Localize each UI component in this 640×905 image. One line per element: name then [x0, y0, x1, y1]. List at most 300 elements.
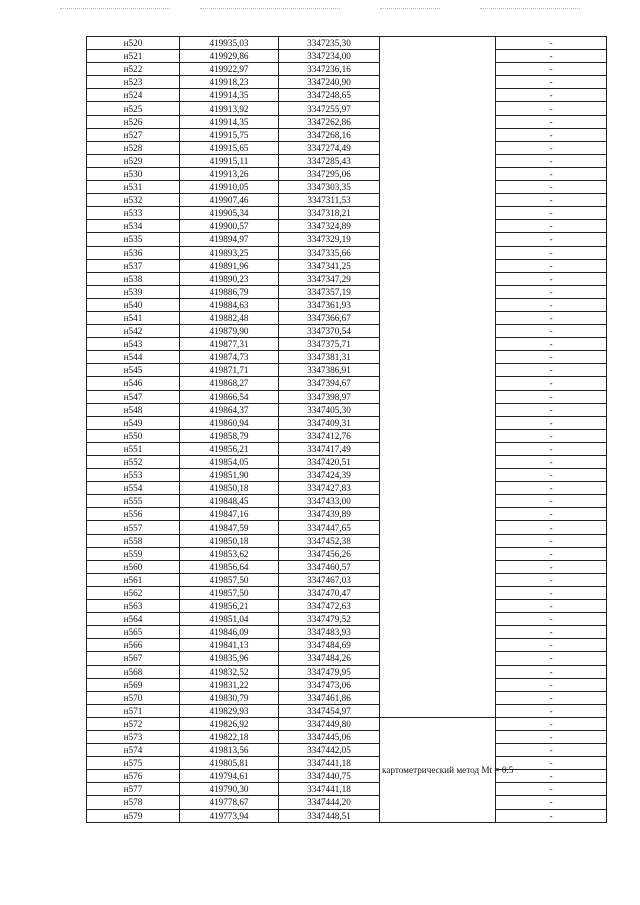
point-id-cell: н574: [87, 744, 180, 757]
point-id-cell: н542: [87, 325, 180, 338]
note-cell: -: [496, 377, 607, 390]
table-row: [87, 730, 607, 743]
y-coordinate-cell: 3347479,95: [279, 665, 380, 678]
x-coordinate-cell: 419857,50: [180, 573, 279, 586]
table-row: [87, 102, 607, 115]
table-row: [87, 259, 607, 272]
y-coordinate-cell: 3347479,52: [279, 613, 380, 626]
table-row: [87, 272, 607, 285]
point-id-cell: н535: [87, 233, 180, 246]
table-row: [87, 456, 607, 469]
table-row: [87, 154, 607, 167]
note-cell: -: [496, 76, 607, 89]
note-cell: -: [496, 246, 607, 259]
y-coordinate-cell: 3347484,69: [279, 639, 380, 652]
note-cell: -: [496, 626, 607, 639]
point-id-cell: н575: [87, 757, 180, 770]
x-coordinate-cell: 419922,97: [180, 63, 279, 76]
note-cell: -: [496, 508, 607, 521]
point-id-cell: н556: [87, 508, 180, 521]
y-coordinate-cell: 3347456,26: [279, 547, 380, 560]
x-coordinate-cell: 419847,16: [180, 508, 279, 521]
y-coordinate-cell: 3347417,49: [279, 442, 380, 455]
x-coordinate-cell: 419914,35: [180, 115, 279, 128]
x-coordinate-cell: 419857,50: [180, 586, 279, 599]
point-id-cell: н533: [87, 207, 180, 220]
note-cell: -: [496, 730, 607, 743]
y-coordinate-cell: 3347420,51: [279, 456, 380, 469]
x-coordinate-cell: 419826,92: [180, 717, 279, 730]
y-coordinate-cell: 3347461,86: [279, 691, 380, 704]
note-cell: -: [496, 442, 607, 455]
x-coordinate-cell: 419884,63: [180, 298, 279, 311]
table-row: [87, 390, 607, 403]
x-coordinate-cell: 419918,23: [180, 76, 279, 89]
table-row: [87, 298, 607, 311]
x-coordinate-cell: 419929,86: [180, 50, 279, 63]
method-cell: [380, 37, 496, 718]
table-row: [87, 534, 607, 547]
y-coordinate-cell: 3347424,39: [279, 469, 380, 482]
table-row: [87, 220, 607, 233]
y-coordinate-cell: 3347329,19: [279, 233, 380, 246]
note-cell: -: [496, 796, 607, 809]
y-coordinate-cell: 3347467,03: [279, 573, 380, 586]
table-row: [87, 194, 607, 207]
note-cell: -: [496, 338, 607, 351]
table-row: [87, 416, 607, 429]
x-coordinate-cell: 419853,62: [180, 547, 279, 560]
point-id-cell: н537: [87, 259, 180, 272]
note-cell: -: [496, 704, 607, 717]
x-coordinate-cell: 419851,04: [180, 613, 279, 626]
point-id-cell: н531: [87, 181, 180, 194]
y-coordinate-cell: 3347412,76: [279, 429, 380, 442]
table-row: [87, 809, 607, 822]
y-coordinate-cell: 3347318,21: [279, 207, 380, 220]
x-coordinate-cell: 419822,18: [180, 730, 279, 743]
point-id-cell: н544: [87, 351, 180, 364]
coordinates-table-body: [87, 37, 607, 823]
point-id-cell: н541: [87, 311, 180, 324]
x-coordinate-cell: 419900,57: [180, 220, 279, 233]
x-coordinate-cell: 419858,79: [180, 429, 279, 442]
x-coordinate-cell: 419894,97: [180, 233, 279, 246]
x-coordinate-cell: 419847,59: [180, 521, 279, 534]
x-coordinate-cell: 419813,56: [180, 744, 279, 757]
note-cell: -: [496, 194, 607, 207]
point-id-cell: н557: [87, 521, 180, 534]
x-coordinate-cell: 419794,61: [180, 770, 279, 783]
point-id-cell: н546: [87, 377, 180, 390]
note-cell: -: [496, 141, 607, 154]
table-row: [87, 573, 607, 586]
note-cell: -: [496, 89, 607, 102]
table-row: [87, 128, 607, 141]
y-coordinate-cell: 3347427,83: [279, 482, 380, 495]
note-cell: -: [496, 456, 607, 469]
y-coordinate-cell: 3347268,16: [279, 128, 380, 141]
note-cell: -: [496, 115, 607, 128]
point-id-cell: н534: [87, 220, 180, 233]
table-row: [87, 167, 607, 180]
y-coordinate-cell: 3347470,47: [279, 586, 380, 599]
y-coordinate-cell: 3347335,66: [279, 246, 380, 259]
point-id-cell: н565: [87, 626, 180, 639]
table-row: [87, 377, 607, 390]
note-cell: -: [496, 665, 607, 678]
y-coordinate-cell: 3347449,80: [279, 717, 380, 730]
table-row: [87, 744, 607, 757]
x-coordinate-cell: 419877,31: [180, 338, 279, 351]
note-cell: -: [496, 272, 607, 285]
table-row: [87, 482, 607, 495]
y-coordinate-cell: 3347295,06: [279, 167, 380, 180]
x-coordinate-cell: 419856,21: [180, 442, 279, 455]
y-coordinate-cell: 3347235,30: [279, 37, 380, 50]
x-coordinate-cell: 419879,90: [180, 325, 279, 338]
y-coordinate-cell: 3347386,91: [279, 364, 380, 377]
table-row: [87, 508, 607, 521]
point-id-cell: н562: [87, 586, 180, 599]
y-coordinate-cell: 3347433,00: [279, 495, 380, 508]
x-coordinate-cell: 419846,09: [180, 626, 279, 639]
point-id-cell: н550: [87, 429, 180, 442]
x-coordinate-cell: 419856,64: [180, 560, 279, 573]
y-coordinate-cell: 3347347,29: [279, 272, 380, 285]
note-cell: -: [496, 181, 607, 194]
point-id-cell: н547: [87, 390, 180, 403]
y-coordinate-cell: 3347483,93: [279, 626, 380, 639]
note-cell: -: [496, 259, 607, 272]
point-id-cell: н561: [87, 573, 180, 586]
table-row: [87, 442, 607, 455]
y-coordinate-cell: 3347460,57: [279, 560, 380, 573]
y-coordinate-cell: 3347441,18: [279, 757, 380, 770]
note-cell: -: [496, 639, 607, 652]
y-coordinate-cell: 3347442,05: [279, 744, 380, 757]
table-row: [87, 495, 607, 508]
point-id-cell: н579: [87, 809, 180, 822]
point-id-cell: н522: [87, 63, 180, 76]
table-row: [87, 757, 607, 770]
table-row: [87, 246, 607, 259]
table-row: [87, 717, 607, 730]
point-id-cell: н523: [87, 76, 180, 89]
table-row: [87, 285, 607, 298]
table-row: [87, 469, 607, 482]
note-cell: -: [496, 678, 607, 691]
point-id-cell: н551: [87, 442, 180, 455]
x-coordinate-cell: 419868,27: [180, 377, 279, 390]
point-id-cell: н567: [87, 652, 180, 665]
note-cell: -: [496, 207, 607, 220]
y-coordinate-cell: 3347484,26: [279, 652, 380, 665]
point-id-cell: н526: [87, 115, 180, 128]
x-coordinate-cell: 419915,11: [180, 154, 279, 167]
x-coordinate-cell: 419907,46: [180, 194, 279, 207]
note-cell: -: [496, 416, 607, 429]
x-coordinate-cell: 419914,35: [180, 89, 279, 102]
note-cell: -: [496, 220, 607, 233]
y-coordinate-cell: 3347285,43: [279, 154, 380, 167]
y-coordinate-cell: 3347447,65: [279, 521, 380, 534]
x-coordinate-cell: 419854,05: [180, 456, 279, 469]
note-cell: -: [496, 233, 607, 246]
note-cell: -: [496, 770, 607, 783]
point-id-cell: н536: [87, 246, 180, 259]
note-cell: -: [496, 102, 607, 115]
point-id-cell: н528: [87, 141, 180, 154]
table-row: [87, 639, 607, 652]
x-coordinate-cell: 419890,23: [180, 272, 279, 285]
x-coordinate-cell: 419915,75: [180, 128, 279, 141]
point-id-cell: н545: [87, 364, 180, 377]
y-coordinate-cell: 3347274,49: [279, 141, 380, 154]
note-cell: -: [496, 757, 607, 770]
y-coordinate-cell: 3347248,65: [279, 89, 380, 102]
note-cell: -: [496, 744, 607, 757]
note-cell: -: [496, 586, 607, 599]
point-id-cell: н568: [87, 665, 180, 678]
table-row: [87, 521, 607, 534]
note-cell: -: [496, 534, 607, 547]
y-coordinate-cell: 3347234,00: [279, 50, 380, 63]
note-cell: -: [496, 63, 607, 76]
note-cell: -: [496, 403, 607, 416]
table-row: [87, 796, 607, 809]
point-id-cell: н539: [87, 285, 180, 298]
note-cell: -: [496, 285, 607, 298]
x-coordinate-cell: 419851,90: [180, 469, 279, 482]
table-row: [87, 325, 607, 338]
y-coordinate-cell: 3347311,53: [279, 194, 380, 207]
point-id-cell: н530: [87, 167, 180, 180]
table-row: [87, 207, 607, 220]
note-cell: -: [496, 128, 607, 141]
y-coordinate-cell: 3347448,51: [279, 809, 380, 822]
point-id-cell: н529: [87, 154, 180, 167]
y-coordinate-cell: 3347357,19: [279, 285, 380, 298]
y-coordinate-cell: 3347341,25: [279, 259, 380, 272]
table-row: [87, 63, 607, 76]
table-row: [87, 626, 607, 639]
note-cell: -: [496, 573, 607, 586]
y-coordinate-cell: 3347255,97: [279, 102, 380, 115]
x-coordinate-cell: 419935,03: [180, 37, 279, 50]
note-cell: -: [496, 809, 607, 822]
y-coordinate-cell: 3347441,18: [279, 783, 380, 796]
table-row: [87, 233, 607, 246]
note-cell: -: [496, 298, 607, 311]
x-coordinate-cell: 419913,26: [180, 167, 279, 180]
method-cell: картометрический метод Mt = 0.5: [380, 717, 496, 822]
table-row: [87, 547, 607, 560]
point-id-cell: н578: [87, 796, 180, 809]
point-id-cell: н554: [87, 482, 180, 495]
point-id-cell: н564: [87, 613, 180, 626]
y-coordinate-cell: 3347366,67: [279, 311, 380, 324]
point-id-cell: н521: [87, 50, 180, 63]
point-id-cell: н560: [87, 560, 180, 573]
y-coordinate-cell: 3347452,38: [279, 534, 380, 547]
table-row: [87, 613, 607, 626]
coordinates-table: [86, 36, 607, 823]
table-row: [87, 338, 607, 351]
x-coordinate-cell: 419790,30: [180, 783, 279, 796]
y-coordinate-cell: 3347394,67: [279, 377, 380, 390]
table-row: [87, 429, 607, 442]
y-coordinate-cell: 3347375,71: [279, 338, 380, 351]
point-id-cell: н527: [87, 128, 180, 141]
note-cell: -: [496, 429, 607, 442]
note-cell: -: [496, 37, 607, 50]
table-row: [87, 181, 607, 194]
y-coordinate-cell: 3347439,89: [279, 508, 380, 521]
note-cell: -: [496, 783, 607, 796]
y-coordinate-cell: 3347472,63: [279, 600, 380, 613]
note-cell: -: [496, 560, 607, 573]
table-row: [87, 50, 607, 63]
point-id-cell: н548: [87, 403, 180, 416]
note-cell: -: [496, 691, 607, 704]
table-row: [87, 600, 607, 613]
note-cell: -: [496, 364, 607, 377]
table-row: [87, 678, 607, 691]
note-cell: -: [496, 390, 607, 403]
note-cell: -: [496, 311, 607, 324]
x-coordinate-cell: 419848,45: [180, 495, 279, 508]
x-coordinate-cell: 419805,81: [180, 757, 279, 770]
table-row: [87, 403, 607, 416]
x-coordinate-cell: 419856,21: [180, 600, 279, 613]
note-cell: -: [496, 469, 607, 482]
coordinates-sheet: [86, 36, 607, 823]
x-coordinate-cell: 419830,79: [180, 691, 279, 704]
point-id-cell: н525: [87, 102, 180, 115]
y-coordinate-cell: 3347398,97: [279, 390, 380, 403]
x-coordinate-cell: 419835,96: [180, 652, 279, 665]
x-coordinate-cell: 419778,67: [180, 796, 279, 809]
table-row: [87, 691, 607, 704]
note-cell: -: [496, 495, 607, 508]
y-coordinate-cell: 3347454,97: [279, 704, 380, 717]
note-cell: -: [496, 154, 607, 167]
point-id-cell: н569: [87, 678, 180, 691]
point-id-cell: н538: [87, 272, 180, 285]
y-coordinate-cell: 3347445,06: [279, 730, 380, 743]
note-cell: -: [496, 351, 607, 364]
point-id-cell: н570: [87, 691, 180, 704]
note-cell: -: [496, 325, 607, 338]
x-coordinate-cell: 419831,22: [180, 678, 279, 691]
x-coordinate-cell: 419891,96: [180, 259, 279, 272]
table-row: [87, 770, 607, 783]
x-coordinate-cell: 419829,93: [180, 704, 279, 717]
point-id-cell: н577: [87, 783, 180, 796]
note-cell: -: [496, 547, 607, 560]
x-coordinate-cell: 419915,65: [180, 141, 279, 154]
x-coordinate-cell: 419864,37: [180, 403, 279, 416]
y-coordinate-cell: 3347440,75: [279, 770, 380, 783]
point-id-cell: н540: [87, 298, 180, 311]
y-coordinate-cell: 3347370,54: [279, 325, 380, 338]
point-id-cell: н559: [87, 547, 180, 560]
x-coordinate-cell: 419886,79: [180, 285, 279, 298]
table-row: [87, 89, 607, 102]
y-coordinate-cell: 3347324,89: [279, 220, 380, 233]
y-coordinate-cell: 3347444,20: [279, 796, 380, 809]
point-id-cell: н552: [87, 456, 180, 469]
note-cell: -: [496, 652, 607, 665]
point-id-cell: н520: [87, 37, 180, 50]
x-coordinate-cell: 419913,92: [180, 102, 279, 115]
table-row: [87, 586, 607, 599]
y-coordinate-cell: 3347381,31: [279, 351, 380, 364]
note-cell: -: [496, 50, 607, 63]
note-cell: -: [496, 600, 607, 613]
point-id-cell: н566: [87, 639, 180, 652]
point-id-cell: н558: [87, 534, 180, 547]
table-row: [87, 351, 607, 364]
table-row: [87, 665, 607, 678]
point-id-cell: н532: [87, 194, 180, 207]
table-row: [87, 76, 607, 89]
header-scan-artifacts: [60, 8, 580, 14]
point-id-cell: н524: [87, 89, 180, 102]
x-coordinate-cell: 419773,94: [180, 809, 279, 822]
table-row: [87, 115, 607, 128]
point-id-cell: н543: [87, 338, 180, 351]
y-coordinate-cell: 3347236,16: [279, 63, 380, 76]
x-coordinate-cell: 419866,54: [180, 390, 279, 403]
point-id-cell: н563: [87, 600, 180, 613]
x-coordinate-cell: 419905,34: [180, 207, 279, 220]
x-coordinate-cell: 419832,52: [180, 665, 279, 678]
note-cell: -: [496, 482, 607, 495]
y-coordinate-cell: 3347361,93: [279, 298, 380, 311]
point-id-cell: н549: [87, 416, 180, 429]
y-coordinate-cell: 3347262,86: [279, 115, 380, 128]
table-row: [87, 141, 607, 154]
y-coordinate-cell: 3347240,90: [279, 76, 380, 89]
point-id-cell: н553: [87, 469, 180, 482]
y-coordinate-cell: 3347409,31: [279, 416, 380, 429]
y-coordinate-cell: 3347473,06: [279, 678, 380, 691]
point-id-cell: н576: [87, 770, 180, 783]
x-coordinate-cell: 419871,71: [180, 364, 279, 377]
table-row: [87, 783, 607, 796]
note-cell: -: [496, 167, 607, 180]
x-coordinate-cell: 419841,13: [180, 639, 279, 652]
table-row: [87, 37, 607, 50]
point-id-cell: н555: [87, 495, 180, 508]
x-coordinate-cell: 419874,73: [180, 351, 279, 364]
note-cell: -: [496, 521, 607, 534]
x-coordinate-cell: 419850,18: [180, 534, 279, 547]
table-row: [87, 311, 607, 324]
x-coordinate-cell: 419860,94: [180, 416, 279, 429]
x-coordinate-cell: 419910,05: [180, 181, 279, 194]
table-row: [87, 560, 607, 573]
note-cell: -: [496, 613, 607, 626]
point-id-cell: н573: [87, 730, 180, 743]
table-row: [87, 704, 607, 717]
y-coordinate-cell: 3347303,35: [279, 181, 380, 194]
x-coordinate-cell: 419882,48: [180, 311, 279, 324]
table-row: [87, 364, 607, 377]
note-cell: -: [496, 717, 607, 730]
